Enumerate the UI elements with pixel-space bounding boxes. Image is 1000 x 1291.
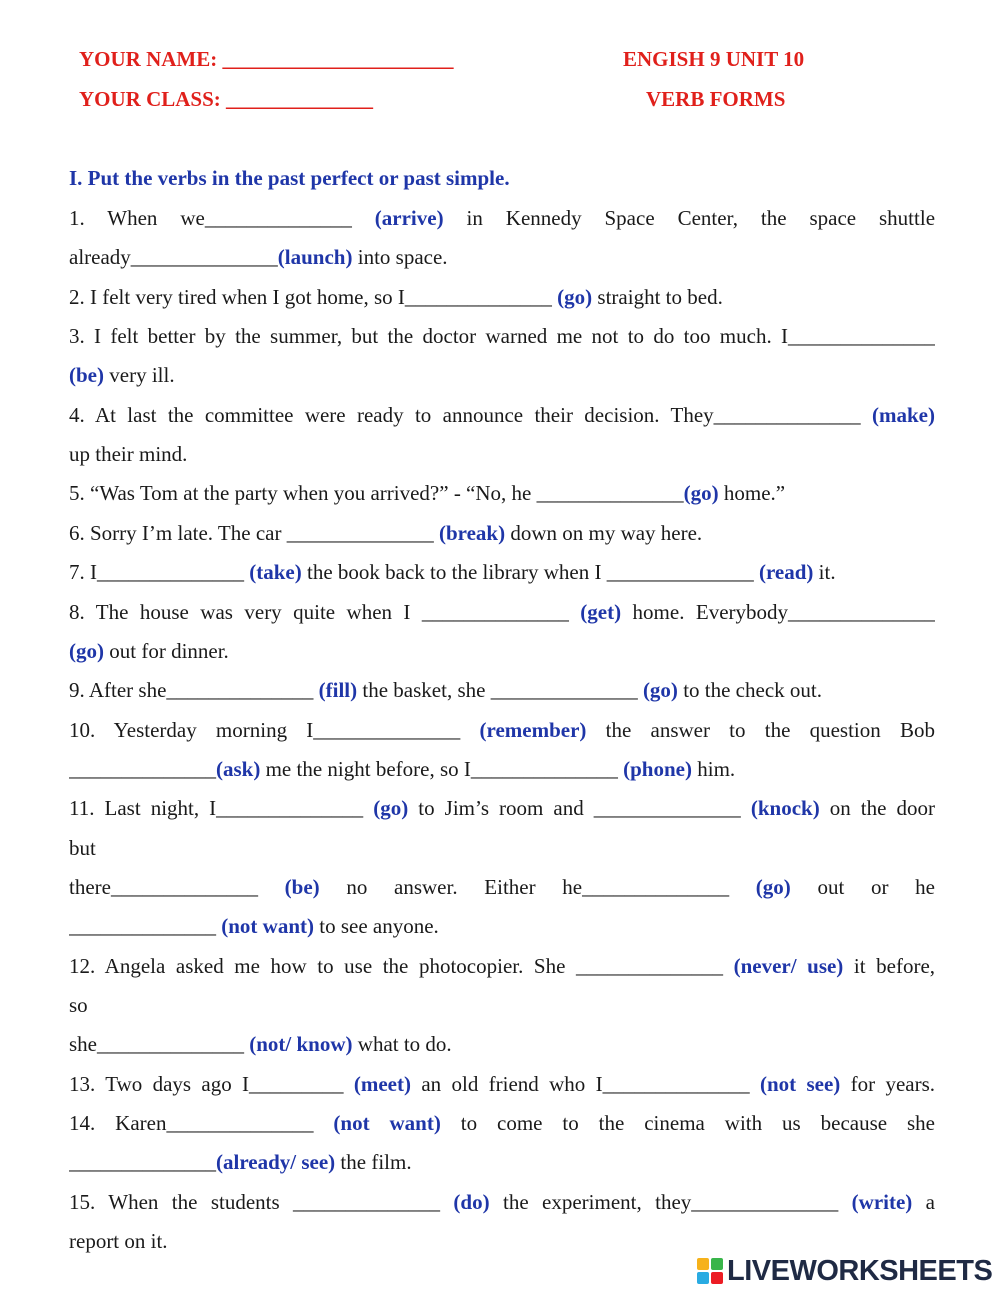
logo-square-red <box>711 1272 723 1284</box>
line-text: ______________ <box>69 756 216 781</box>
line-text: the book back to the library when I ______________ <box>301 560 759 585</box>
line-text: 15. When the students ______________ <box>69 1189 454 1214</box>
exercise-line <box>69 1189 935 1215</box>
logo-square-green <box>711 1258 723 1270</box>
exercise-line <box>69 599 935 625</box>
line-text: the experiment, they______________ <box>502 1189 852 1214</box>
verb-hint: (arrive) <box>374 206 444 230</box>
exercise-line <box>69 717 935 743</box>
line-text: him. <box>691 756 736 781</box>
exercise-line <box>69 795 935 821</box>
verb-hint: (go) <box>373 796 409 821</box>
topic-title: VERB FORMS <box>646 87 786 111</box>
exercise-line <box>69 559 935 585</box>
line-text: 6. Sorry I’m late. The car ______________ <box>69 520 439 545</box>
liveworksheets-logo-icon <box>697 1258 723 1284</box>
line-text: so <box>69 993 88 1017</box>
verb-hint: (do) <box>453 1189 490 1214</box>
line-text: 4. At last the committee were ready to announce their decision. They______________ <box>69 402 861 427</box>
exercise-line <box>69 441 935 467</box>
verb-hint: (go) <box>69 638 104 663</box>
line-text: into space. <box>352 245 448 270</box>
verb-hint: (knock) <box>750 796 820 821</box>
exercise-line <box>69 638 935 664</box>
line-text: me the night before, so I______________ <box>260 756 624 781</box>
line-text: 11. Last night, I______________ <box>69 796 374 821</box>
verb-hint: (be) <box>69 363 104 388</box>
exercise-line <box>69 480 935 506</box>
verb-hint: (make) <box>872 402 935 427</box>
line-text: already______________ <box>69 245 278 270</box>
exercise-line <box>69 402 935 428</box>
class-label: YOUR CLASS: ______________ <box>79 87 374 111</box>
verb-hint: (write) <box>851 1189 913 1214</box>
line-text: a <box>925 1189 935 1214</box>
line-text: ______________ <box>69 1150 216 1175</box>
line-text: the film. <box>335 1150 412 1175</box>
line-text: home.” <box>718 481 786 506</box>
verb-hint: (not see) <box>759 1071 841 1096</box>
line-text: down on my way here. <box>505 520 703 545</box>
exercise-line <box>69 520 935 546</box>
line-text: 5. “Was Tom at the party when you arrived?” - “No, he ______________ <box>69 481 684 506</box>
verb-hint: (break) <box>438 520 506 545</box>
line-text: on the door <box>829 796 935 821</box>
verb-hint: (never/ use) <box>733 953 844 978</box>
verb-hint: (fill) <box>318 678 358 703</box>
liveworksheets-logo <box>697 1254 992 1288</box>
verb-hint: (remember) <box>479 717 587 742</box>
line-text: 12. Angela asked me how to use the photocopier. She ______________ <box>69 953 734 978</box>
line-text: but <box>69 835 96 860</box>
line-text: she______________ <box>69 1032 250 1057</box>
line-text: what to do. <box>352 1032 452 1057</box>
verb-hint: (not want) <box>221 914 314 939</box>
line-text: it before, <box>853 953 935 978</box>
exercise-line <box>69 835 935 861</box>
line-text: for years. <box>850 1071 935 1096</box>
verb-hint: (read) <box>758 560 814 585</box>
verb-hint: (get) <box>580 599 622 624</box>
exercise-line <box>69 244 935 270</box>
line-text: 7. I______________ <box>69 560 250 585</box>
verb-hint: (take) <box>249 560 302 585</box>
exercise-line <box>69 1228 935 1254</box>
verb-hint: (not want) <box>333 1111 441 1136</box>
line-text: the basket, she ______________ <box>357 678 643 703</box>
line-text: ______________ <box>69 914 222 939</box>
exercise-line <box>69 1110 935 1136</box>
exercise-line <box>69 1031 935 1057</box>
line-text: 2. I felt very tired when I got home, so I______________ <box>69 284 558 309</box>
exercise-line <box>69 1149 935 1175</box>
verb-hint: (be) <box>284 874 320 899</box>
line-text: an old friend who I______________ <box>421 1071 750 1096</box>
line-text: 13. Two days ago I_________ <box>69 1071 354 1096</box>
line-text: to Jim’s room and ______________ <box>418 796 751 821</box>
verb-hint: (go) <box>642 678 678 703</box>
line-text: no answer. Either he______________ <box>346 874 756 899</box>
exercise-line <box>69 205 935 231</box>
line-text: to come to the cinema with us because she <box>460 1111 935 1136</box>
line-text: 8. The house was very quite when I ______________ <box>69 599 569 624</box>
line-text: 1. When we______________ <box>69 206 375 230</box>
line-text: 9. After she______________ <box>69 678 319 703</box>
line-text: up their mind. <box>69 442 188 467</box>
line-text: the answer to the question Bob <box>605 717 935 742</box>
exercise-line <box>69 677 935 703</box>
line-text: 10. Yesterday morning I______________ <box>69 717 480 742</box>
line-text: very ill. <box>104 363 175 388</box>
verb-hint: (already/ see) <box>216 1150 336 1175</box>
exercise-line <box>69 756 935 782</box>
exercise-line <box>69 362 935 388</box>
verb-hint: (launch) <box>277 245 353 270</box>
verb-hint: (go) <box>557 284 593 309</box>
logo-square-blue <box>697 1272 709 1284</box>
exercise-line <box>69 323 935 349</box>
exercise-line <box>69 992 935 1018</box>
exercise-line <box>69 953 935 979</box>
liveworksheets-logo-text: LIVEWORKSHEETS <box>727 1254 993 1287</box>
line-text: 14. Karen______________ <box>69 1111 334 1136</box>
course-title: ENGISH 9 UNIT 10 <box>623 47 805 71</box>
line-text: out or he <box>817 874 935 899</box>
line-text: it. <box>813 560 836 585</box>
line-text: report on it. <box>69 1229 168 1254</box>
line-text: out for dinner. <box>104 638 229 663</box>
line-text: to the check out. <box>677 678 822 703</box>
line-text: in Kennedy Space Center, the space shuttle <box>466 206 935 230</box>
section-title: I. Put the verbs in the past perfect or past simple. <box>69 166 510 190</box>
exercise-line <box>69 913 935 939</box>
exercise-line <box>69 1071 935 1097</box>
name-label: YOUR NAME: ______________________ <box>79 47 454 71</box>
verb-hint: (go) <box>683 481 719 506</box>
verb-hint: (phone) <box>623 756 692 781</box>
verb-hint: (go) <box>755 874 791 899</box>
exercise-line <box>69 874 935 900</box>
exercise-line <box>69 284 935 310</box>
line-text: 3. I felt better by the summer, but the doctor warned me not to do too much. I______________ <box>69 324 935 349</box>
verb-hint: (meet) <box>353 1071 411 1096</box>
verb-hint: (ask) <box>216 756 261 781</box>
logo-square-yellow <box>697 1258 709 1270</box>
line-text: straight to bed. <box>592 284 723 309</box>
line-text: home. Everybody______________ <box>632 599 935 624</box>
line-text: there______________ <box>69 874 285 899</box>
verb-hint: (not/ know) <box>249 1032 353 1057</box>
line-text: to see anyone. <box>314 914 439 939</box>
